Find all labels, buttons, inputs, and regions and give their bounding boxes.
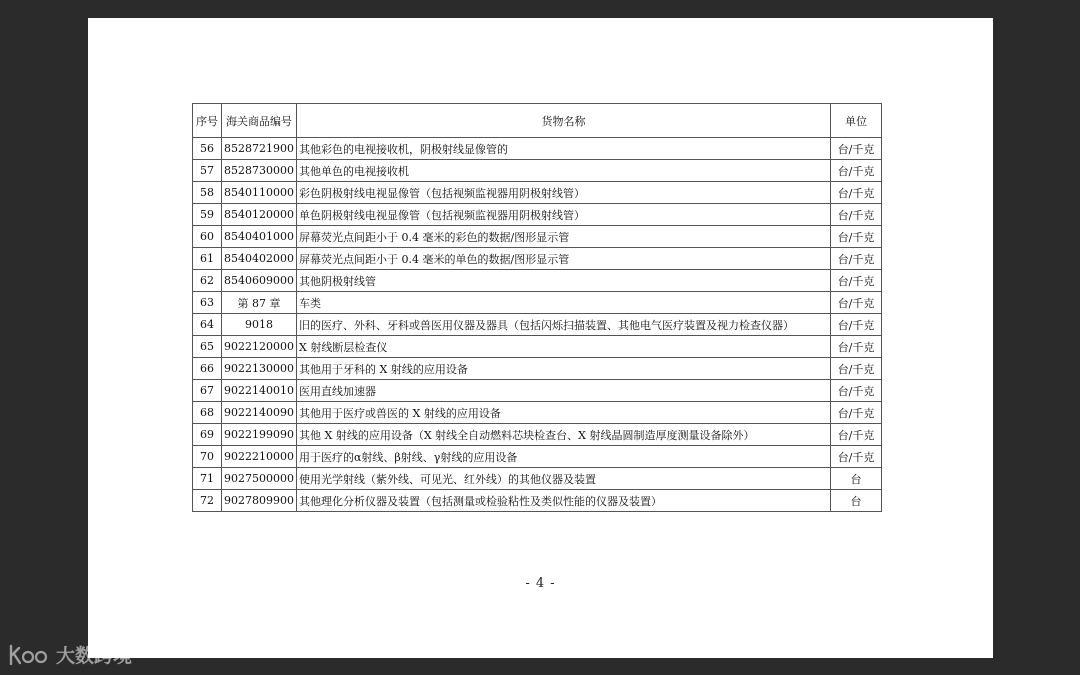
table-header-row	[193, 104, 882, 138]
cell-name: 彩色阴极射线电视显像管（包括视频监视器用阴极射线管）	[297, 182, 831, 204]
cell-no: 62	[193, 270, 222, 292]
cell-code: 8540402000	[222, 248, 297, 270]
cell-code: 8540609000	[222, 270, 297, 292]
cell-name: 旧的医疗、外科、牙科或兽医用仪器及器具（包括闪烁扫描装置、其他电气医疗装置及视力检查仪器）	[297, 314, 831, 336]
cell-no: 70	[193, 446, 222, 468]
cell-no: 57	[193, 160, 222, 182]
cell-unit: 台/千克	[831, 182, 882, 204]
table-row	[193, 270, 882, 292]
table-row	[193, 138, 882, 160]
header-unit: 单位	[831, 104, 882, 138]
watermark-text: 大数跨境	[56, 645, 133, 667]
cell-unit: 台/千克	[831, 314, 882, 336]
table-body	[193, 138, 882, 512]
cell-name: 其他阴极射线管	[297, 270, 831, 292]
cell-no: 56	[193, 138, 222, 160]
table-row	[193, 248, 882, 270]
cell-unit: 台/千克	[831, 292, 882, 314]
cell-code: 9018	[222, 314, 297, 336]
cell-no: 66	[193, 358, 222, 380]
table-row	[193, 424, 882, 446]
goods-table	[192, 103, 882, 512]
cell-code: 第 87 章	[222, 292, 297, 314]
cell-code: 8540401000	[222, 226, 297, 248]
cell-name: 屏幕荧光点间距小于 0.4 毫米的单色的数据/图形显示管	[297, 248, 831, 270]
cell-no: 69	[193, 424, 222, 446]
cell-name: 其他用于牙科的 X 射线的应用设备	[297, 358, 831, 380]
cell-no: 68	[193, 402, 222, 424]
cell-name: 其他用于医疗或兽医的 X 射线的应用设备	[297, 402, 831, 424]
cell-unit: 台	[831, 490, 882, 512]
cell-code: 9022130000	[222, 358, 297, 380]
table-row	[193, 182, 882, 204]
cell-unit: 台/千克	[831, 160, 882, 182]
cell-code: 8540120000	[222, 204, 297, 226]
cell-code: 9022199090	[222, 424, 297, 446]
cell-no: 60	[193, 226, 222, 248]
cell-code: 9022140010	[222, 380, 297, 402]
cell-name: 其他彩色的电视接收机，阴极射线显像管的	[297, 138, 831, 160]
table-row	[193, 204, 882, 226]
table-row	[193, 292, 882, 314]
cell-no: 64	[193, 314, 222, 336]
cell-code: 9027500000	[222, 468, 297, 490]
cell-code: 8528730000	[222, 160, 297, 182]
table-row	[193, 314, 882, 336]
cell-no: 67	[193, 380, 222, 402]
cell-no: 59	[193, 204, 222, 226]
cell-name: 医用直线加速器	[297, 380, 831, 402]
cell-code: 9022210000	[222, 446, 297, 468]
cell-unit: 台/千克	[831, 424, 882, 446]
cell-no: 63	[193, 292, 222, 314]
cell-unit: 台/千克	[831, 226, 882, 248]
cell-no: 71	[193, 468, 222, 490]
table-row	[193, 160, 882, 182]
cell-name: 车类	[297, 292, 831, 314]
cell-name: 其他 X 射线的应用设备（X 射线全自动燃料芯块检查台、X 射线晶圆制造厚度测量设备除外）	[297, 424, 831, 446]
cell-code: 9022120000	[222, 336, 297, 358]
header-code: 海关商品编号	[222, 104, 297, 138]
cell-unit: 台/千克	[831, 446, 882, 468]
cell-unit: 台/千克	[831, 138, 882, 160]
cell-no: 72	[193, 490, 222, 512]
cell-unit: 台/千克	[831, 336, 882, 358]
cell-code: 9027809900	[222, 490, 297, 512]
table-row	[193, 358, 882, 380]
table-row	[193, 336, 882, 358]
header-name: 货物名称	[297, 104, 831, 138]
page-number: - 4 -	[525, 576, 556, 591]
cell-name: 其他单色的电视接收机	[297, 160, 831, 182]
cell-no: 61	[193, 248, 222, 270]
table-row	[193, 226, 882, 248]
table-row	[193, 468, 882, 490]
cell-unit: 台/千克	[831, 270, 882, 292]
cell-no: 65	[193, 336, 222, 358]
watermark	[8, 641, 132, 668]
kdo-logo-icon	[8, 644, 50, 666]
table-row	[193, 380, 882, 402]
table-row	[193, 490, 882, 512]
cell-unit: 台	[831, 468, 882, 490]
cell-code: 8540110000	[222, 182, 297, 204]
cell-unit: 台/千克	[831, 204, 882, 226]
cell-name: 其他理化分析仪器及装置（包括测量或检验粘性及类似性能的仪器及装置）	[297, 490, 831, 512]
cell-name: 单色阴极射线电视显像管（包括视频监视器用阴极射线管）	[297, 204, 831, 226]
cell-name: 屏幕荧光点间距小于 0.4 毫米的彩色的数据/图形显示管	[297, 226, 831, 248]
cell-name: 使用光学射线（紫外线、可见光、红外线）的其他仪器及装置	[297, 468, 831, 490]
cell-unit: 台/千克	[831, 248, 882, 270]
cell-name: X 射线断层检查仪	[297, 336, 831, 358]
document-page	[88, 18, 993, 658]
cell-unit: 台/千克	[831, 358, 882, 380]
cell-unit: 台/千克	[831, 380, 882, 402]
table-row	[193, 402, 882, 424]
cell-unit: 台/千克	[831, 402, 882, 424]
cell-no: 58	[193, 182, 222, 204]
cell-name: 用于医疗的α射线、β射线、γ射线的应用设备	[297, 446, 831, 468]
cell-code: 8528721900	[222, 138, 297, 160]
cell-code: 9022140090	[222, 402, 297, 424]
header-no: 序号	[193, 104, 222, 138]
table-row	[193, 446, 882, 468]
